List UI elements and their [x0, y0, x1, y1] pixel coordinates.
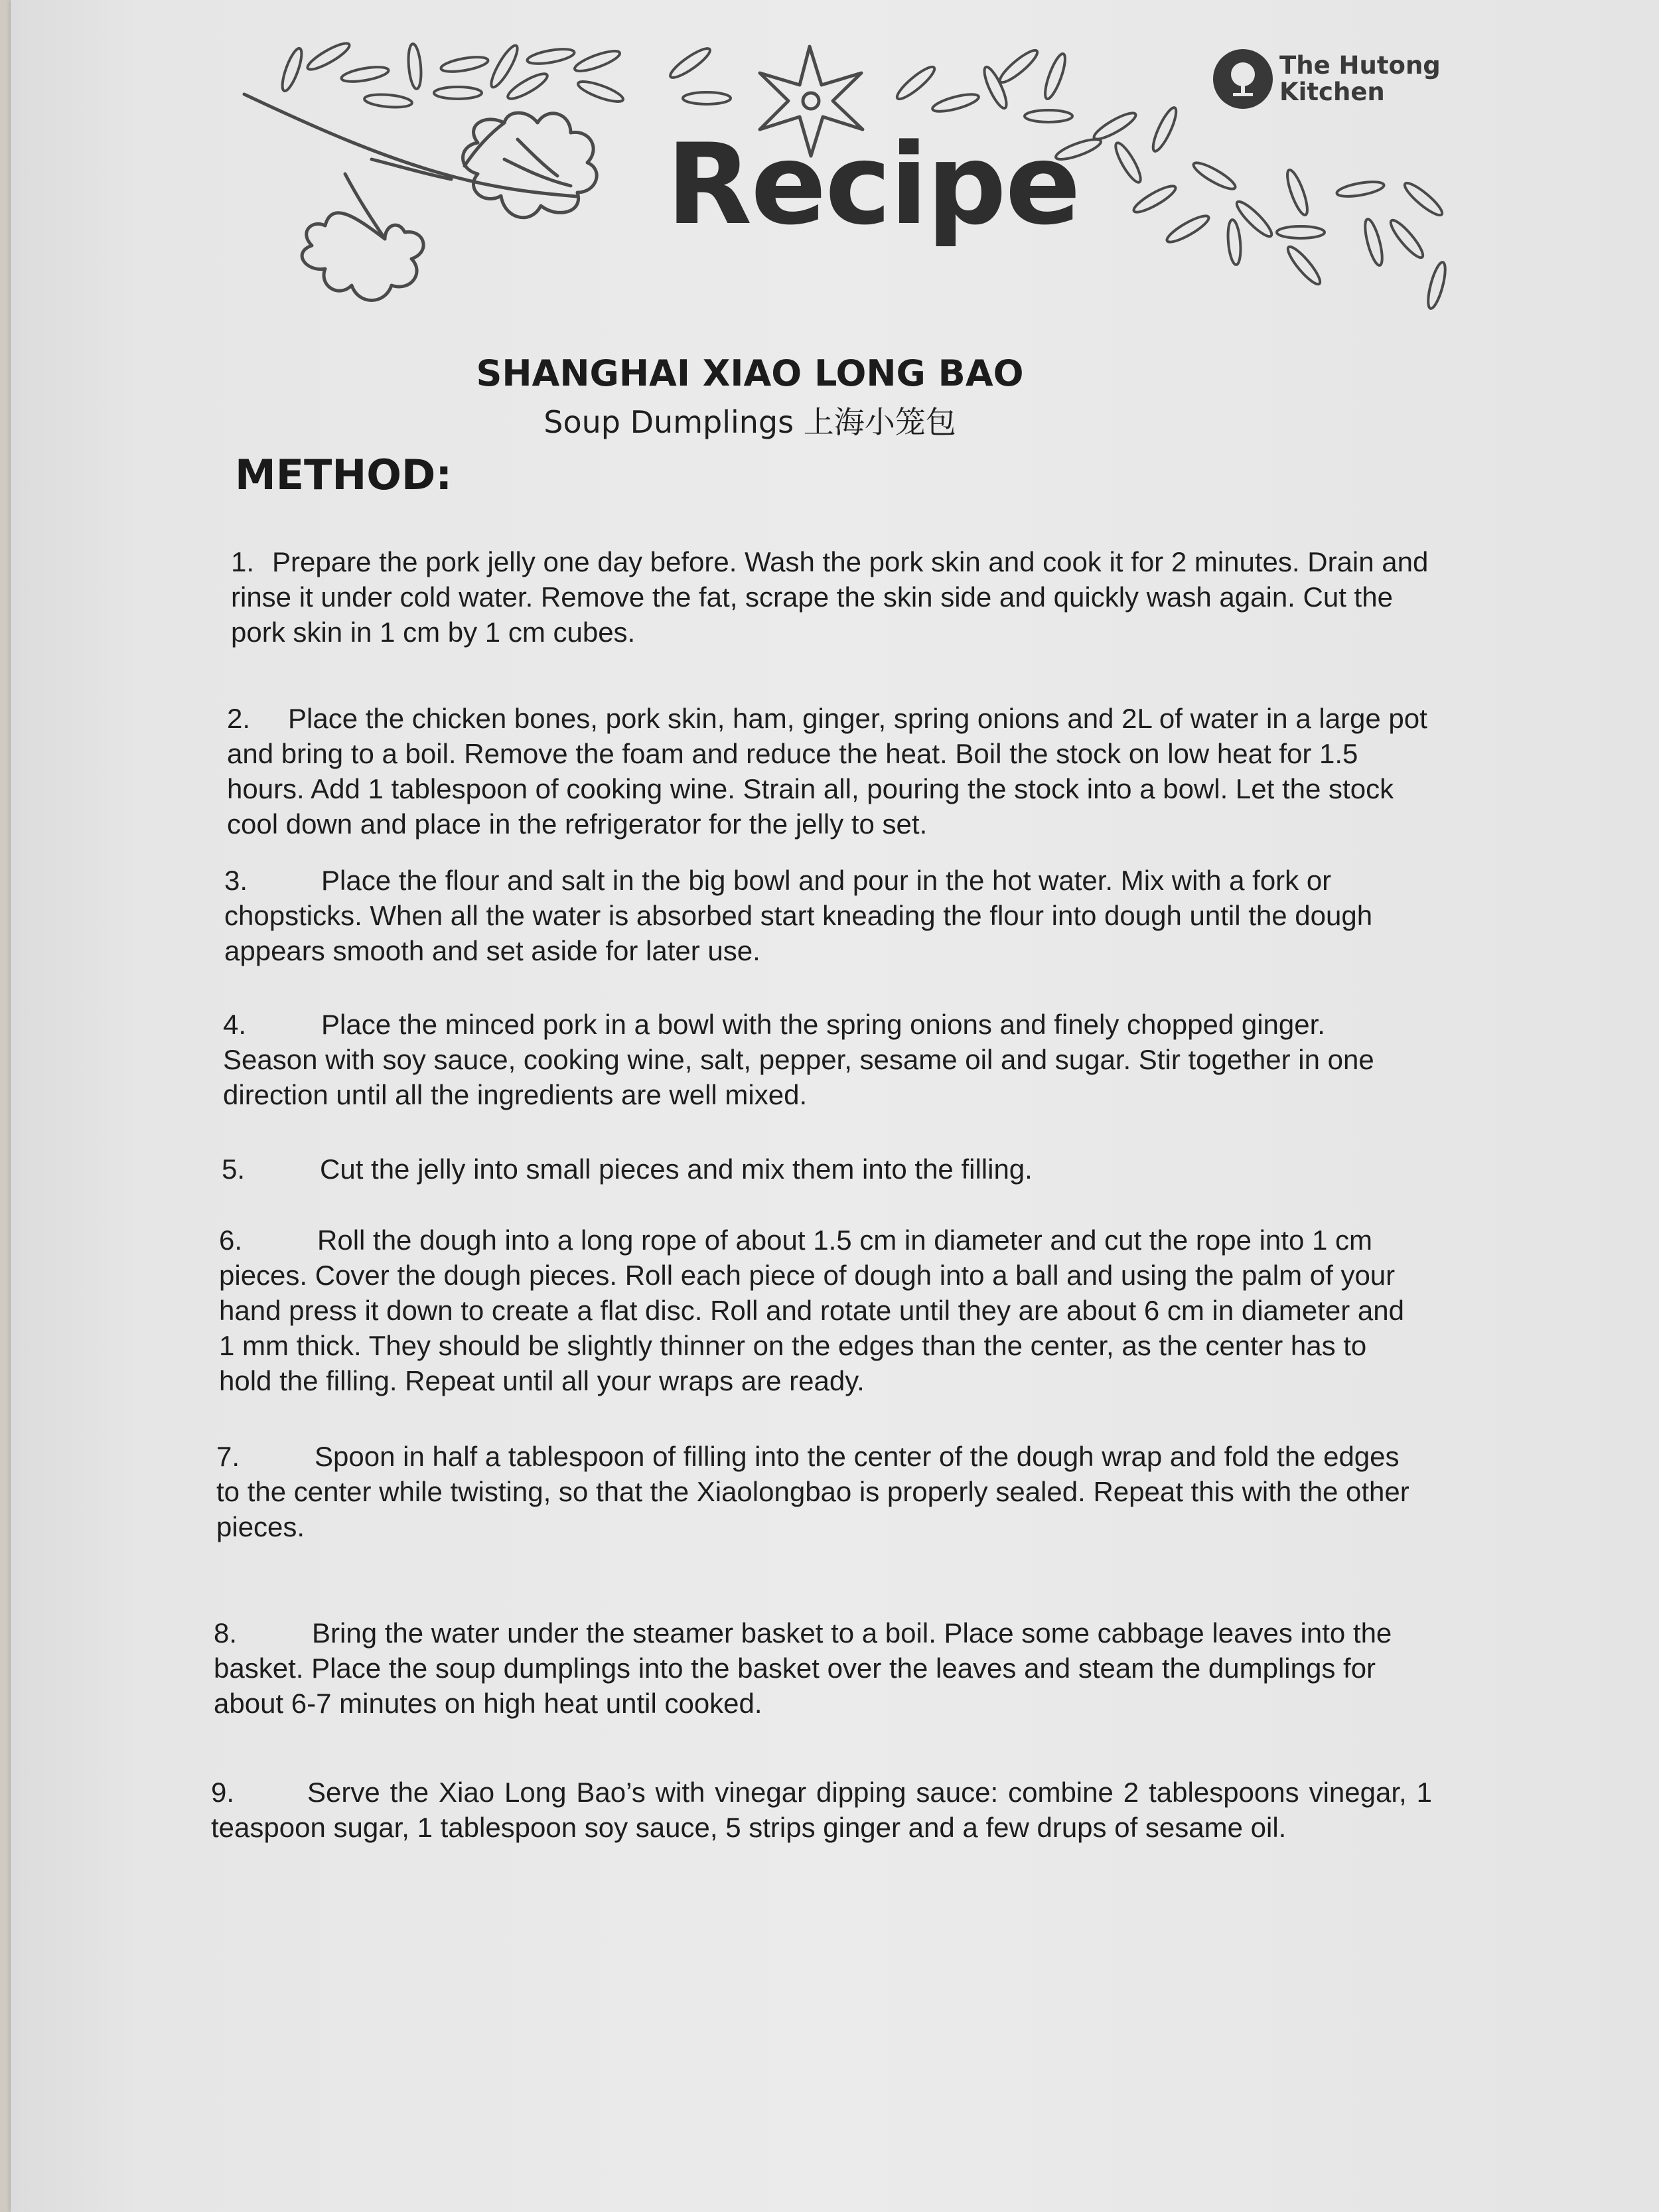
brand-name [1279, 52, 1441, 106]
method-step-3 [224, 863, 1425, 968]
step-text: Roll the dough into a long rope of about 1.5 cm in diameter and cut the rope into 1 cm pieces. Cover the dough pieces. Roll each piece of dough into a ball and using the palm of your hand press it down to create a flat disc. Roll and rotate until they are about 6 cm in diameter and 1 mm thick. They should be slightly thinner on the edges than the center, as the center has to hold the filling. Repeat until all your wraps are ready. [219, 1224, 1405, 1396]
step-number: 2. [227, 703, 251, 734]
step-text: Cut the jelly into small pieces and mix them into the filling. [320, 1153, 1033, 1185]
step-number: 4. [223, 1009, 247, 1040]
method-step-9 [211, 1775, 1432, 1845]
recipe-title: SHANGHAI XIAO LONG BAO [476, 352, 1024, 394]
method-step-5 [222, 1151, 1423, 1187]
method-heading: METHOD: [235, 451, 453, 499]
step-number: 5. [222, 1153, 246, 1185]
step-number: 9. [211, 1777, 235, 1808]
step-text: Serve the Xiao Long Bao’s with vinegar dipping sauce: combine 2 tablespoons vinegar, 1 teaspoon sugar, 1 tablespoon soy sauce, 5 strips ginger and a few drups of sesame oil. [211, 1777, 1432, 1843]
recipe-subtitle: Soup Dumplings 上海小笼包 [543, 404, 956, 440]
method-step-8 [214, 1615, 1415, 1721]
step-number: 7. [216, 1441, 240, 1472]
method-step-2 [227, 701, 1428, 842]
step-number: 1. [231, 546, 255, 577]
method-step-1 [231, 544, 1432, 650]
brand-name-line1: The Hutong [1279, 51, 1441, 80]
step-number: 8. [214, 1617, 238, 1649]
step-number: 3. [224, 865, 248, 896]
method-step-7 [216, 1439, 1417, 1544]
brand-name-line2: Kitchen [1279, 78, 1385, 106]
recipe-banner-word: Recipe [666, 119, 1080, 250]
step-text: Spoon in half a tablespoon of filling into the center of the dough wrap and fold the edges to the center while twisting, so that the Xiaolongbao is properly sealed. Repeat this with the other pieces. [216, 1441, 1409, 1542]
method-step-4 [223, 1007, 1424, 1112]
step-text: Place the flour and salt in the big bowl and pour in the hot water. Mix with a fork or chopsticks. When all the water is absorbed start kneading the flour into dough until the dough appears smooth and set aside for later use. [224, 865, 1373, 966]
step-text: Place the chicken bones, pork skin, ham, ginger, spring onions and 2L of water in a large pot and bring to a boil. Remove the foam and reduce the heat. Boil the stock on low heat for 1.5 hours. Add 1 tablespoon of cooking wine. Strain all, pouring the stock into a bowl. Let the stock cool down and place in the refrigerator for the jelly to set. [227, 703, 1427, 840]
tree-logo-icon [1213, 49, 1273, 109]
brand-logo [1213, 49, 1441, 109]
step-number: 6. [219, 1224, 243, 1256]
step-text: Place the minced pork in a bowl with the spring onions and finely chopped ginger. Season with soy sauce, cooking wine, salt, pepper, sesame oil and sugar. Stir together in one direction until all the ingredients are well mixed. [223, 1009, 1374, 1110]
step-text: Bring the water under the steamer basket to a boil. Place some cabbage leaves into the basket. Place the soup dumplings into the basket over the leaves and steam the dumplings for about 6-7 minutes on high heat until cooked. [214, 1617, 1392, 1719]
method-step-6 [219, 1222, 1420, 1398]
step-text: Prepare the pork jelly one day before. Wash the pork skin and cook it for 2 minutes. Drain and rinse it under cold water. Remove the fat, scrape the skin side and quickly wash again. Cut the pork skin in 1 cm by 1 cm cubes. [231, 546, 1429, 648]
